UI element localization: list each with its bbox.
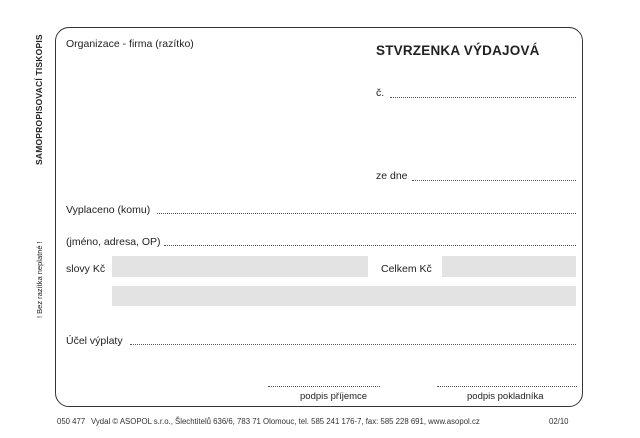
recipient-signature-label: podpis příjemce <box>300 391 368 402</box>
purpose-label: Účel výplaty <box>66 335 123 347</box>
purpose-field[interactable] <box>130 344 576 345</box>
date-label: ze dne <box>376 170 408 182</box>
cashier-signature-label: podpis pokladníka <box>467 391 544 402</box>
footer-date-code: 02/10 <box>549 417 569 426</box>
form-frame <box>55 27 583 407</box>
words-field[interactable] <box>112 256 368 277</box>
recipient-signature-line[interactable] <box>268 386 380 387</box>
organization-label: Organizace - firma (razítko) <box>66 38 194 50</box>
details-field[interactable] <box>164 245 576 246</box>
words-field-continued[interactable] <box>112 286 576 306</box>
footer-code: 050 477 <box>57 417 86 426</box>
total-field[interactable] <box>442 256 576 277</box>
words-label: slovy Kč <box>66 263 106 275</box>
number-field[interactable] <box>390 97 576 98</box>
paid-to-label: Vyplaceno (komu) <box>66 204 151 216</box>
date-field[interactable] <box>412 180 576 181</box>
number-label: č. <box>376 87 385 99</box>
paid-to-field[interactable] <box>157 213 576 214</box>
total-label: Celkem Kč <box>381 263 432 275</box>
form-title: STVRZENKA VÝDAJOVÁ <box>376 43 540 58</box>
footer-publisher: Vydal © ASOPOL s.r.o., Šlechtitelů 636/6, 783 71 Olomouc, tel. 585 241 176-7, fax: 585 228 691, www.asopol.cz <box>91 417 480 426</box>
side-warning-text: ! Bez razítka neplatné ! <box>35 241 44 318</box>
details-label: (jméno, adresa, OP) <box>66 236 161 248</box>
side-brand-text: SAMOPROPISOVACÍ TISKOPIS <box>34 34 44 165</box>
cashier-signature-line[interactable] <box>437 386 577 387</box>
